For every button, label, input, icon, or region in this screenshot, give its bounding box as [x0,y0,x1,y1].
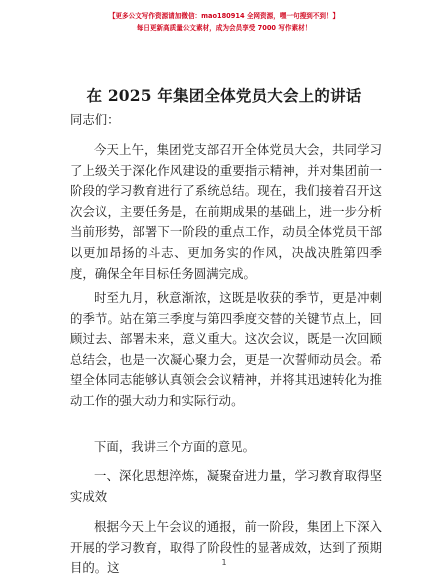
promo-banner-line-2: 每日更新高质量公文素材，成为会员享受 7000 写作素材！ [136,24,312,32]
document-title: 在 2025 年集团全体党员大会上的讲话 [86,86,362,105]
section-heading-1: 一、深化思想淬炼，凝聚奋进力量，学习教育取得坚实成效 [70,468,382,504]
paragraph-4: 根据今天上午会议的通报，前一阶段，集团上下深入开展的学习教育，取得了阶段性的显著成效，达到了预期目的。这 [70,519,382,576]
page-number: 1 [221,558,227,567]
promo-banner-line-1: 【更多公文写作资源请加微信：mao180914 全网资源，嘿一句搜到不到！】 [108,12,340,20]
paragraph-1: 今天上午，集团党支部召开全体党员大会，共同学习了上级关于深化作风建设的重要指示精神，并对集团前一阶段的学习教育进行了系统总结。现在，我们接着召开这次会议，主要任务是，在前期成果的基础上，进一步分析当前形势，部署下一阶段的重点工作，动员全体党员干部以更加昂扬的斗志、更加务实的作风，决战决胜第四季度，确保全年目标任务圆满完成。 [70,142,382,281]
paragraph-3: 下面，我讲三个方面的意见。 [94,439,256,454]
paragraph-2: 时至九月，秋意渐浓，这既是收获的季节，更是冲刺的季节。站在第三季度与第四季度交替的关键节点上，回顾过去、部署未来，意义重大。这次会议，既是一次回顾总结会，也是一次凝心聚力会，更是一次誓师动员会。希望全体同志能够认真领会会议精神，并将其迅速转化为推动工作的强大动力和实际行动。 [70,290,382,408]
salutation: 同志们： [70,112,120,127]
